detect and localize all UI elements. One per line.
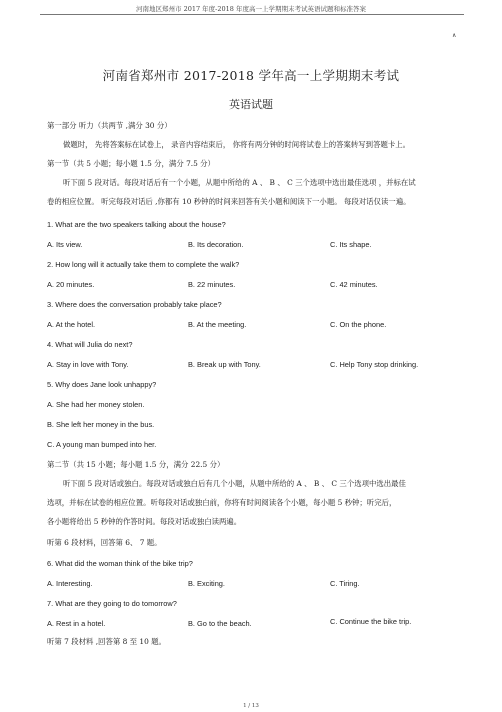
q3-option-a: A. At the hotel. [47, 320, 96, 329]
q5-option-a: A. She had her money stolen. [47, 400, 145, 409]
q4-option-a: A. Stay in love with Tony. [47, 360, 129, 369]
section2-instructions-line1: 听下面 5 段对话或独白。每段对话或独白后有几个小题，从题中所给的 A 、 B 、 C 三个选项中选出最佳 [63, 479, 406, 488]
section2-heading: 第二节（共 15 小题；每小题 1.5 分，满分 22.5 分） [47, 460, 225, 469]
section1-instructions-line1: 听下面 5 段对话。每段对话后有一个小题，从题中所给的 A 、 B 、 C 三个选项中选出最佳选项 ，并标在试 [63, 178, 416, 187]
section1-heading: 第一节（共 5 小题；每小题 1.5 分，满分 7.5 分） [47, 159, 215, 168]
corner-mark: ∧ [452, 32, 457, 39]
q5-option-c: C. A young man bumped into her. [47, 440, 157, 449]
section2-instructions-line2: 选项，并标在试卷的相应位置。听每段对话或独白前，你将有时间阅读各个小题，每小题 5 秒钟；听完后， [47, 498, 397, 507]
q4-option-c: C. Help Tony stop drinking. [330, 360, 419, 369]
question-2: 2. How long will it actually take them to complete the walk? [47, 260, 240, 269]
exam-title: 河南省郑州市 2017-2018 学年高一上学期期末考试 [102, 68, 400, 83]
section1-instructions-line2: 卷的相应位置。 听完每段对话后 ,你都有 10 秒钟的时间来回答有关小题和阅读下一小题。 每段对话仅读一遍。 [47, 197, 411, 206]
q1-option-b: B. Its decoration. [188, 240, 244, 249]
q7-option-b: B. Go to the beach. [188, 619, 252, 628]
q4-option-b: B. Break up with Tony. [188, 360, 261, 369]
q7-option-a: A. Rest in a hotel. [47, 619, 106, 628]
q2-option-a: A. 20 minutes. [47, 280, 95, 289]
q7-option-c: C. Continue the bike trip. [330, 617, 412, 626]
question-1: 1. What are the two speakers talking about the house? [47, 220, 226, 229]
q6-option-c: C. Tiring. [330, 579, 360, 588]
question-4: 4. What will Julia do next? [47, 340, 133, 349]
exam-subtitle: 英语试题 [229, 98, 273, 111]
header-rule [40, 14, 464, 15]
section2-instructions-line3: 各小题将给出 5 秒钟的作答时间。每段对话或独白读两遍。 [47, 517, 242, 526]
q1-option-a: A. Its view. [47, 240, 83, 249]
listen-passage-7: 听第 7 段材料 ,回答第 8 至 10 题。 [47, 637, 166, 646]
question-7: 7. What are they going to do tomorrow? [47, 599, 177, 608]
q1-option-c: C. Its shape. [330, 240, 372, 249]
question-3: 3. Where does the conversation probably take place? [47, 300, 222, 309]
question-6: 6. What did the woman think of the bike trip? [47, 559, 193, 568]
q3-option-b: B. At the meeting. [188, 320, 247, 329]
page-number: 1 / 13 [243, 703, 259, 709]
q5-option-b: B. She left her money in the bus. [47, 420, 155, 429]
part1-intro: 做题时， 先将答案标在试卷上， 录音内容结束后， 你将有两分钟的时间将试卷上的答案转写到答题卡上。 [63, 140, 411, 149]
q6-option-a: A. Interesting. [47, 579, 93, 588]
running-header: 河南地区郑州市 2017 年度-2018 年度高一上学期期末考试英语试题和标准答案 [136, 5, 366, 13]
q6-option-b: B. Exciting. [188, 579, 225, 588]
q3-option-c: C. On the phone. [330, 320, 387, 329]
part1-heading: 第一部分 听力（共两节 ,满分 30 分） [47, 121, 172, 130]
q2-option-c: C. 42 minutes. [330, 280, 378, 289]
q2-option-b: B. 22 minutes. [188, 280, 236, 289]
question-5: 5. Why does Jane look unhappy? [47, 380, 157, 389]
listen-passage-6: 听第 6 段材料，回答第 6、 7 题。 [47, 538, 162, 547]
